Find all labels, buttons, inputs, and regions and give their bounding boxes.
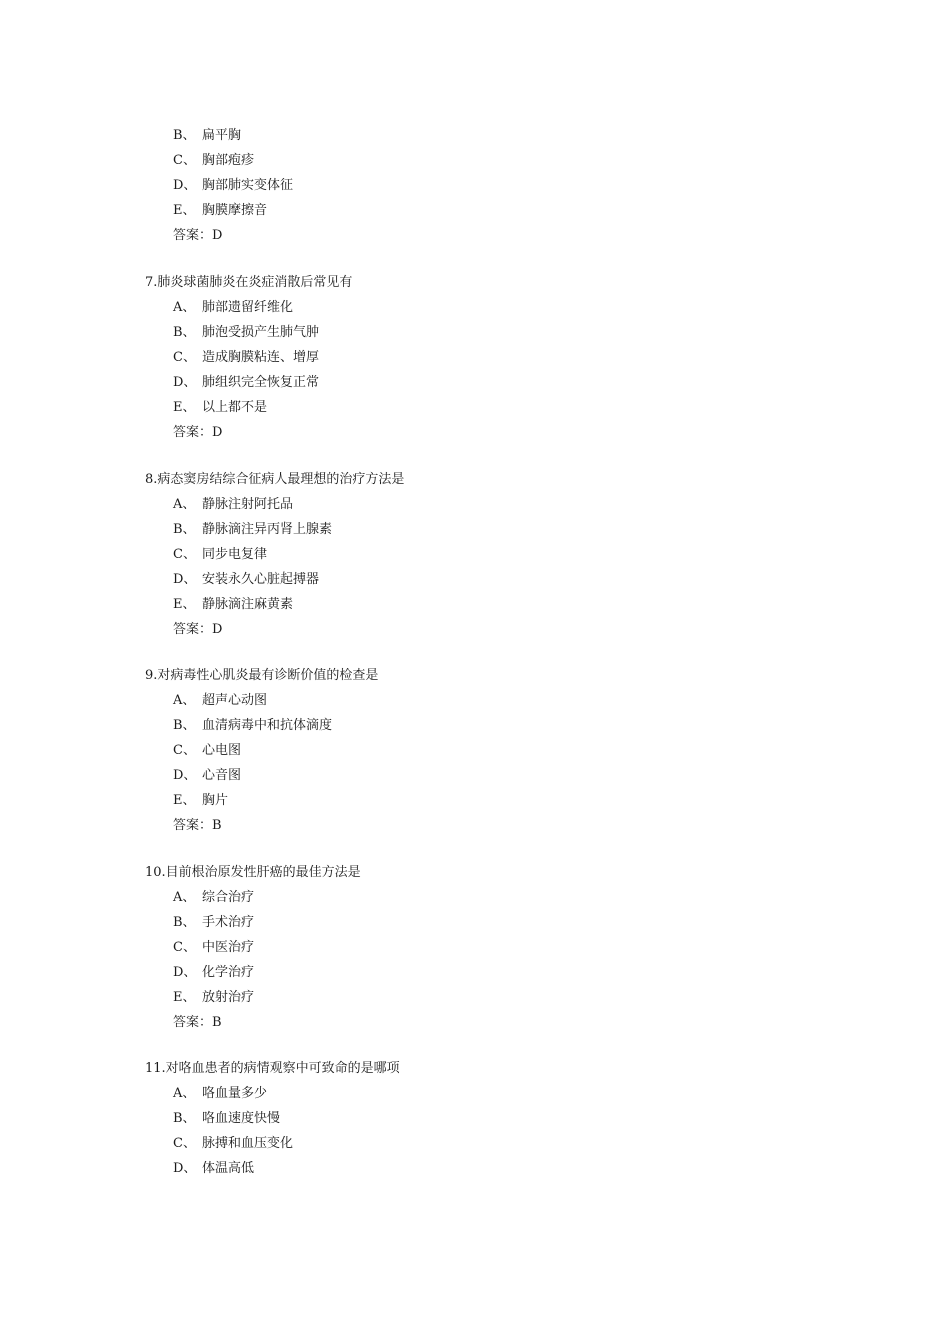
option-letter: B、: [173, 128, 196, 143]
option-letter: B、: [173, 325, 196, 340]
option-text: 以上都不是: [202, 400, 268, 415]
option-letter: A、: [173, 1086, 196, 1101]
answer-text: 答案：B: [173, 1015, 222, 1030]
option-letter: D、: [173, 375, 197, 390]
question-title: 10.目前根治原发性肝癌的最佳方法是: [145, 865, 361, 880]
option-letter: A、: [173, 890, 196, 905]
option-letter: E、: [173, 597, 196, 612]
question-title: 7.肺炎球菌肺炎在炎症消散后常见有: [145, 275, 353, 290]
option-text: 肺组织完全恢复正常: [202, 375, 320, 390]
option-letter: A、: [173, 300, 196, 315]
option-letter: B、: [173, 718, 196, 733]
option-text: 超声心动图: [202, 693, 268, 708]
option-text: 静脉滴注麻黄素: [202, 597, 294, 612]
option-text: 血清病毒中和抗体滴度: [202, 718, 333, 733]
option-text: 静脉滴注异丙肾上腺素: [202, 522, 333, 537]
answer-text: 答案：D: [173, 228, 223, 243]
option-text: 胸片: [202, 793, 229, 808]
option-letter: B、: [173, 522, 196, 537]
option-letter: A、: [173, 693, 196, 708]
answer-text: 答案：B: [173, 818, 222, 833]
option-text: 中医治疗: [202, 940, 255, 955]
option-text: 咯血速度快慢: [202, 1111, 281, 1126]
option-text: 肺泡受损产生肺气肿: [202, 325, 320, 340]
option-text: 体温高低: [202, 1161, 255, 1176]
option-letter: E、: [173, 400, 196, 415]
answer-text: 答案：D: [173, 622, 223, 637]
option-letter: D、: [173, 1161, 197, 1176]
option-text: 放射治疗: [202, 990, 255, 1005]
option-letter: E、: [173, 793, 196, 808]
question-title: 11.对咯血患者的病情观察中可致命的是哪项: [145, 1061, 400, 1076]
option-text: 脉搏和血压变化: [202, 1136, 294, 1151]
option-text: 综合治疗: [202, 890, 255, 905]
option-letter: C、: [173, 940, 196, 955]
option-letter: C、: [173, 743, 196, 758]
question-title: 8.病态窦房结综合征病人最理想的治疗方法是: [145, 472, 405, 487]
option-text: 肺部遗留纤维化: [202, 300, 294, 315]
option-text: 胸部肺实变体征: [202, 178, 294, 193]
question-title: 9.对病毒性心肌炎最有诊断价值的检查是: [145, 668, 379, 683]
option-text: 手术治疗: [202, 915, 255, 930]
option-text: 扁平胸: [202, 128, 242, 143]
option-text: 心音图: [202, 768, 242, 783]
option-text: 咯血量多少: [202, 1086, 268, 1101]
option-text: 造成胸膜粘连、增厚: [202, 350, 320, 365]
option-letter: B、: [173, 1111, 196, 1126]
option-letter: D、: [173, 768, 197, 783]
option-text: 心电图: [202, 743, 242, 758]
option-text: 同步电复律: [202, 547, 268, 562]
option-letter: C、: [173, 1136, 196, 1151]
answer-text: 答案：D: [173, 425, 223, 440]
option-letter: E、: [173, 203, 196, 218]
option-letter: B、: [173, 915, 196, 930]
option-letter: D、: [173, 965, 197, 980]
option-letter: A、: [173, 497, 196, 512]
option-text: 静脉注射阿托品: [202, 497, 294, 512]
option-text: 胸部疱疹: [202, 153, 255, 168]
option-letter: D、: [173, 178, 197, 193]
option-letter: C、: [173, 547, 196, 562]
option-text: 化学治疗: [202, 965, 255, 980]
option-letter: C、: [173, 350, 196, 365]
option-text: 安装永久心脏起搏器: [202, 572, 320, 587]
option-letter: C、: [173, 153, 196, 168]
option-letter: E、: [173, 990, 196, 1005]
option-text: 胸膜摩擦音: [202, 203, 268, 218]
option-letter: D、: [173, 572, 197, 587]
